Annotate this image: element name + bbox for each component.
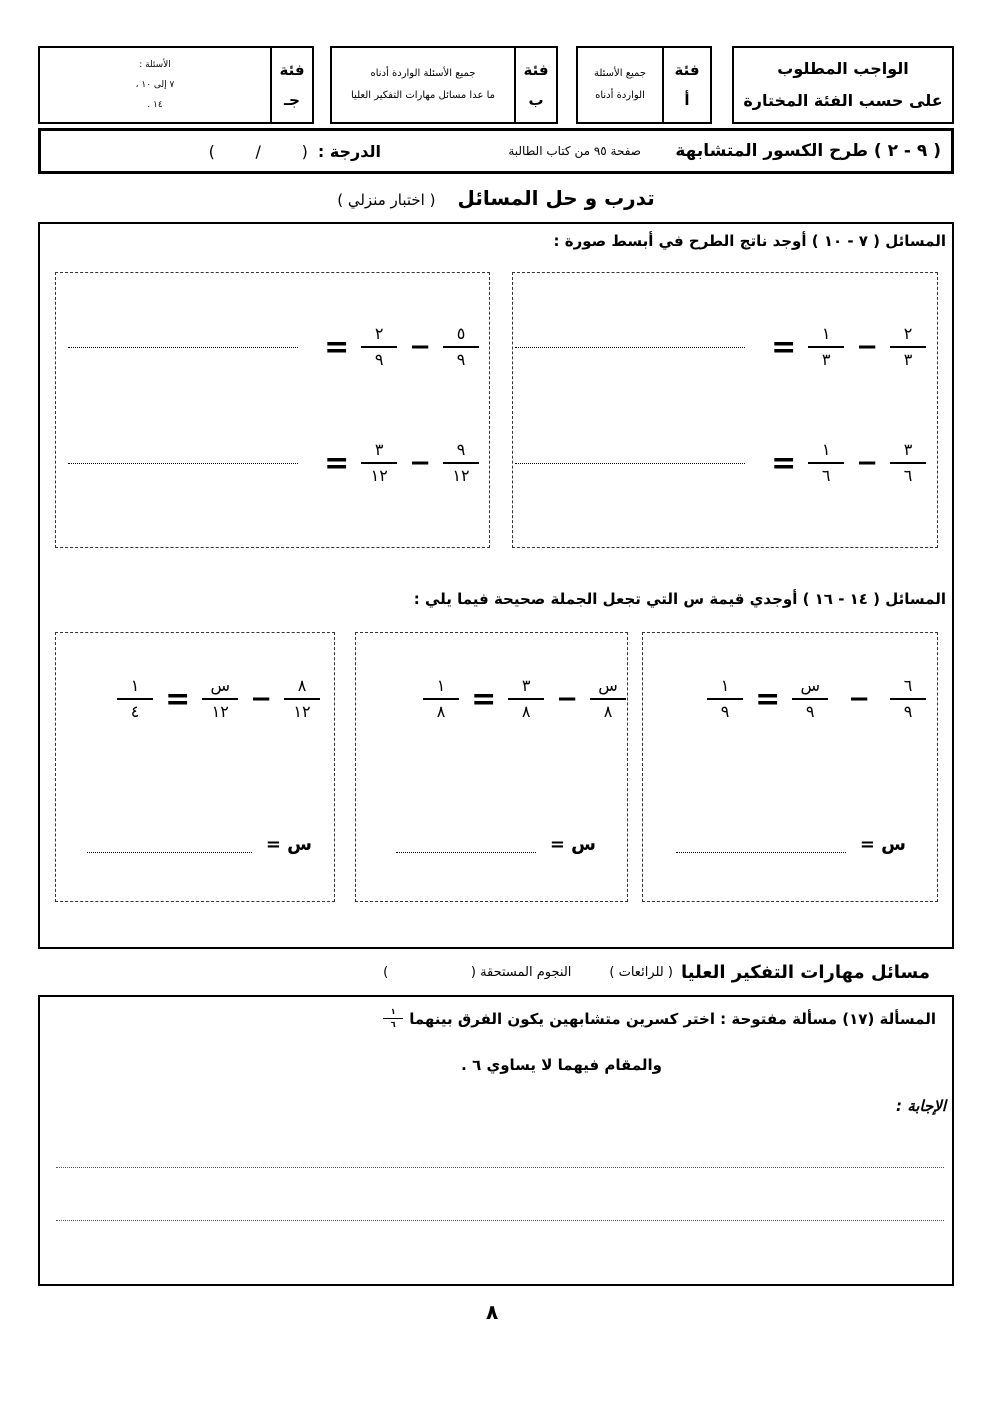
fraction-part: ٦ — [390, 1020, 396, 1029]
lesson-bar — [38, 128, 954, 174]
question-text: المسألة (١٧) مسألة مفتوحة : اختر كسرين متشابهين يكون الفرق بينهما — [409, 1009, 936, 1028]
fraction-part: ١ — [821, 440, 831, 459]
category-c — [270, 46, 314, 124]
answer-line[interactable] — [515, 463, 745, 464]
fraction-part: ١ — [436, 676, 446, 695]
fraction-part: ٣ — [903, 350, 913, 369]
part2-box-16 — [55, 632, 335, 902]
fraction — [284, 674, 320, 724]
fraction — [792, 674, 828, 724]
fraction — [117, 674, 153, 724]
fraction — [361, 322, 397, 372]
answer-label: الإجابة : — [895, 1097, 946, 1115]
desc: ١٤ . — [147, 100, 163, 110]
equals: = — [471, 681, 497, 717]
fraction-part: ٦ — [903, 676, 913, 695]
fraction-part: ١ — [720, 676, 730, 695]
answer-line[interactable] — [515, 347, 745, 348]
answer-line[interactable] — [68, 463, 298, 464]
category-b — [514, 46, 558, 124]
problem-9 — [68, 322, 479, 372]
fraction-part: ٩ — [374, 350, 384, 369]
fraction-part: ١٢ — [452, 466, 470, 485]
answer-line[interactable] — [56, 1220, 944, 1221]
fraction — [443, 438, 479, 488]
fraction-part: ٩ — [456, 350, 466, 369]
answer-label: س = — [859, 834, 906, 855]
fraction-part: ٣ — [521, 676, 531, 695]
minus: − — [556, 684, 578, 714]
fraction — [361, 438, 397, 488]
answer-line[interactable] — [87, 852, 252, 853]
part1-instruction: المسائل ( ٧ - ١٠ ) أوجد ناتج الطرح في أبسط صورة : — [553, 232, 946, 250]
fraction-part: ٢ — [903, 324, 913, 343]
answer-label: س = — [549, 834, 596, 855]
problem-15 — [423, 674, 626, 724]
fraction-part: ٩ — [456, 440, 466, 459]
fraction-part: ٩ — [720, 702, 730, 721]
part2-box-15 — [355, 632, 628, 902]
answer-line[interactable] — [396, 852, 536, 853]
fraction — [808, 322, 844, 372]
fraction-part: ١ — [821, 324, 831, 343]
cat-label: فئة — [279, 61, 305, 79]
section-main: تدرب و حل المسائل — [457, 186, 655, 210]
category-a — [662, 46, 712, 124]
title-line1: الواجب المطلوب — [777, 59, 909, 78]
answer-line[interactable] — [56, 1167, 944, 1168]
cat-label: فئة — [674, 61, 700, 79]
problem-10 — [68, 438, 479, 488]
fraction-part: ٣ — [903, 440, 913, 459]
grade-value[interactable]: ( / ) — [208, 141, 308, 161]
question-text-2: والمقام فيهما لا يساوي ٦ . — [461, 1056, 662, 1074]
answer-15 — [396, 834, 596, 855]
fraction — [423, 674, 459, 724]
fraction-part: ٥ — [456, 324, 466, 343]
minus: − — [856, 332, 878, 362]
assignment-title — [732, 46, 954, 124]
fraction — [202, 674, 238, 724]
equals: = — [165, 681, 191, 717]
fraction-part: ٩ — [805, 702, 815, 721]
section-sub: ( اختبار منزلي ) — [337, 191, 436, 209]
minus: − — [409, 448, 431, 478]
cat-letter: أ — [684, 91, 690, 109]
answer-line[interactable] — [68, 347, 298, 348]
part1-right-box — [512, 272, 938, 548]
part2-box-14 — [642, 632, 938, 902]
title-line2: على حسب الفئة المختارة — [743, 91, 943, 110]
fraction-part: ٣ — [821, 350, 831, 369]
fraction — [707, 674, 743, 724]
equals: = — [771, 445, 797, 481]
grade-label: الدرجة : — [317, 141, 381, 161]
fraction-part: ٢ — [374, 324, 384, 343]
cat-letter: ب — [528, 91, 544, 109]
stars-earned: النجوم المستحقة ( ) — [383, 965, 572, 980]
category-a-desc — [576, 46, 664, 124]
fraction-part: ٨ — [297, 676, 307, 695]
lesson-title: ( ٩ - ٢ ) طرح الكسور المتشابهة — [675, 141, 941, 161]
fraction-part: ٩ — [903, 702, 913, 721]
fraction — [808, 438, 844, 488]
fraction — [890, 674, 926, 724]
minus: − — [848, 684, 870, 714]
answer-14 — [676, 834, 906, 855]
problem-8 — [515, 438, 926, 488]
fraction-part: ٣ — [374, 440, 384, 459]
cat-label: فئة — [523, 61, 549, 79]
part2-instruction: المسائل ( ١٤ - ١٦ ) أوجدي قيمة س التي تجعل الجملة صحيحة فيما يلي : — [413, 590, 946, 608]
desc: جميع الأسئلة الواردة أدناه — [370, 68, 476, 79]
fraction-part: ١٢ — [370, 466, 388, 485]
page-number: ٨ — [486, 1300, 499, 1324]
part1-left-box — [55, 272, 490, 548]
fraction — [890, 438, 926, 488]
fraction-part: ٤ — [130, 702, 140, 721]
page-reference: صفحة ٩٥ من كتاب الطالبة — [508, 144, 641, 158]
category-c-desc — [38, 46, 272, 124]
fraction-part: ١٢ — [211, 702, 229, 721]
equals: = — [324, 445, 350, 481]
fraction-part: ٦ — [903, 466, 913, 485]
answer-line[interactable] — [676, 852, 846, 853]
fraction — [383, 1006, 403, 1031]
hots-box — [38, 995, 954, 1286]
desc: ٧ إلى ١٠ ، — [135, 80, 175, 90]
hots-title: مسائل مهارات التفكير العليا — [680, 962, 930, 983]
section-title — [0, 186, 992, 210]
hots-tag: ( للرائعات ) — [609, 965, 673, 980]
cat-letter: جـ — [284, 91, 300, 109]
answer-label: س = — [265, 834, 312, 855]
desc: ما عدا مسائل مهارات التفكير العليا — [351, 90, 495, 101]
fraction-part: ٨ — [436, 702, 446, 721]
hots-heading — [383, 962, 930, 983]
equals: = — [755, 681, 781, 717]
problem-14 — [707, 674, 926, 724]
fraction — [890, 322, 926, 372]
fraction — [443, 322, 479, 372]
fraction-part: ١ — [130, 676, 140, 695]
fraction-part: ١٢ — [293, 702, 311, 721]
problem-16 — [117, 674, 320, 724]
fraction-part: س — [210, 676, 230, 695]
desc: الأسئلة : — [139, 60, 171, 70]
desc: الواردة أدناه — [595, 90, 645, 101]
fraction-part: ٨ — [603, 702, 613, 721]
minus: − — [856, 448, 878, 478]
fraction-part: ٦ — [821, 466, 831, 485]
fraction-part: س — [800, 676, 820, 695]
fraction-part: ١ — [390, 1007, 396, 1016]
fraction-part: ٨ — [521, 702, 531, 721]
equals: = — [771, 329, 797, 365]
fraction — [590, 674, 626, 724]
category-b-desc — [330, 46, 516, 124]
problem-7 — [515, 322, 926, 372]
fraction-part: س — [598, 676, 618, 695]
answer-16 — [87, 834, 312, 855]
fraction — [508, 674, 544, 724]
minus: − — [250, 684, 272, 714]
question-17 — [383, 1006, 936, 1031]
minus: − — [409, 332, 431, 362]
desc: جميع الأسئلة — [593, 68, 647, 79]
equals: = — [324, 329, 350, 365]
